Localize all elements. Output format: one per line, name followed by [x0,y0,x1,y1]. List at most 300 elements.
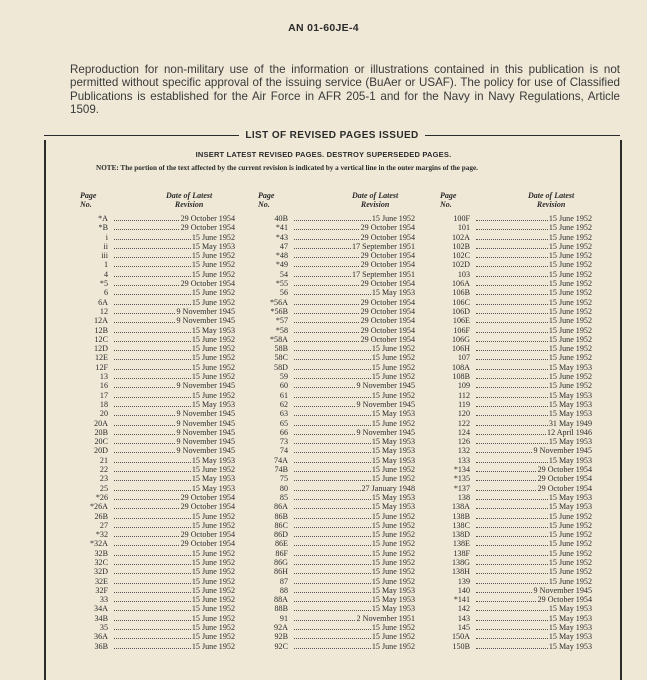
revision-date: 15 June 1952 [371,530,415,540]
revision-row [258,335,415,344]
revision-date: 15 June 1952 [548,381,592,391]
revision-date: 15 June 1952 [548,306,592,316]
page-number: 109 [457,381,470,391]
revision-row [80,595,235,604]
revision-date: 9 November 1945 [176,427,235,437]
page-number: 75 [279,474,288,484]
revision-row [440,484,592,493]
page-number: 54 [279,269,288,279]
revision-date: 15 June 1952 [191,641,235,651]
page-number: 142 [457,604,470,614]
page-number: 36A [94,632,108,642]
revision-row [440,260,592,269]
revision-row [258,446,415,455]
page-number: 106D [452,306,470,316]
revision-date: 15 June 1952 [191,548,235,558]
revision-row [80,326,235,335]
revision-date: 15 May 1953 [548,623,592,633]
revision-row [440,335,592,344]
revision-date: 15 June 1952 [371,344,415,354]
revision-date: 15 June 1952 [371,567,415,577]
revision-date: 15 June 1952 [191,353,235,363]
revision-date: 15 June 1952 [371,214,415,223]
page-number: 92C [274,641,288,651]
revision-row [80,642,235,651]
page-number: *58 [275,325,288,335]
page-number: 140 [457,585,470,595]
revision-row [440,270,592,279]
page-number: 120 [457,409,470,419]
page-number: 12C [94,334,108,344]
revision-row [80,335,235,344]
revision-row [258,242,415,251]
page-number: 32C [94,557,108,567]
page-number: 35 [99,623,108,633]
revision-row [258,326,415,335]
revision-row [258,512,415,521]
page-number: 58C [274,353,288,363]
revision-row [258,316,415,325]
page-number: 91 [279,613,288,623]
revision-date: 15 June 1952 [371,511,415,521]
revision-row [80,623,235,632]
revision-row [440,539,592,548]
revision-date: 15 May 1953 [548,613,592,623]
revision-row [80,512,235,521]
section-title-label: LIST OF REVISED PAGES ISSUED [245,130,419,141]
revision-row [80,521,235,530]
revision-date: 15 June 1952 [191,557,235,567]
page-number: 56 [279,288,288,298]
revision-date: 15 June 1952 [548,557,592,567]
page-number: 23 [99,474,108,484]
revision-date: 15 June 1952 [371,520,415,530]
revision-date: 29 October 1954 [360,279,415,289]
revision-row [258,437,415,446]
page-number: 138G [452,557,470,567]
revision-row [258,223,415,232]
page-number: 65 [279,418,288,428]
page-number: *5 [99,279,108,289]
revision-date: 15 May 1953 [548,409,592,419]
revision-row [80,363,235,372]
page-number: 34B [94,613,108,623]
revision-date: 15 June 1952 [191,585,235,595]
page-number: 102C [452,251,470,261]
revision-row [258,400,415,409]
revision-date: 9 November 1945 [176,316,235,326]
page-number: 87 [279,576,288,586]
revision-date: 29 October 1954 [360,223,415,233]
column-header [80,192,235,214]
page-number: 20 [99,409,108,419]
page-number: 80 [279,483,288,493]
revision-date: 29 October 1954 [537,465,592,475]
revision-date: 9 November 1945 [176,437,235,447]
page-number: 22 [99,465,108,475]
revision-date: 15 May 1953 [371,446,415,456]
page-number: 18 [99,399,108,409]
revision-row [258,530,415,539]
page-number: *56B [270,306,288,316]
revision-date: 15 June 1952 [548,325,592,335]
page-number: 25 [99,483,108,493]
revision-date: 15 June 1952 [371,539,415,549]
revision-date: 15 May 1953 [191,455,235,465]
page-number: 16 [99,381,108,391]
header-date: Date of Latest Revision [352,191,399,209]
revision-row [440,372,592,381]
revision-date: 29 October 1954 [180,539,235,549]
revision-date: 29 October 1954 [360,334,415,344]
page-number: 20B [94,427,108,437]
revision-date: 15 May 1953 [548,632,592,642]
page-number: 86G [274,557,288,567]
revision-date: 15 June 1952 [548,567,592,577]
page-number: 32E [94,576,108,586]
page-number: 88 [279,585,288,595]
revision-row [80,279,235,288]
page-number: 88B [274,604,288,614]
revision-date: 17 September 1951 [352,269,415,279]
revision-row [440,223,592,232]
page-number: 103 [457,269,470,279]
revision-date: 29 October 1954 [180,502,235,512]
revision-row [440,446,592,455]
revision-date: 29 October 1954 [360,232,415,242]
page-number: 107 [457,353,470,363]
revision-date: 15 June 1952 [371,465,415,475]
page-number: 86H [274,567,288,577]
page-number: *135 [453,474,470,484]
revision-date: 15 June 1952 [548,548,592,558]
revision-row [80,242,235,251]
revision-row [440,642,592,651]
revision-row [80,614,235,623]
revision-row [440,391,592,400]
revision-row [440,521,592,530]
revision-date: 15 June 1952 [371,353,415,363]
revision-date: 15 May 1953 [371,409,415,419]
page-number: 4 [103,269,108,279]
revision-date: 15 June 1952 [548,530,592,540]
revision-date: 31 May 1949 [548,418,592,428]
revision-date: 15 May 1953 [548,455,592,465]
page-number: 106E [452,316,470,326]
revision-row [80,233,235,242]
revision-date: 15 June 1952 [548,576,592,586]
revision-date: 15 June 1952 [371,372,415,382]
revision-date: 15 June 1952 [191,632,235,642]
revision-date: 15 May 1953 [548,399,592,409]
revision-row [440,279,592,288]
revision-row [258,298,415,307]
page-number: 86D [274,530,288,540]
page-number: 63 [279,409,288,419]
title-rule-left [44,135,239,136]
page-number: 13 [99,372,108,382]
revision-date: 29 October 1954 [180,279,235,289]
revision-date: 9 November 1945 [176,306,235,316]
revision-date: 29 October 1954 [360,260,415,270]
revision-date: 15 June 1952 [191,613,235,623]
page-number: 40B [274,214,288,223]
revision-row [80,456,235,465]
revision-date: 29 October 1954 [180,530,235,540]
revision-row [80,288,235,297]
revision-date: 29 October 1954 [360,316,415,326]
revision-row [258,632,415,641]
revision-row [440,409,592,418]
page-number: *137 [453,483,470,493]
revision-date: 15 June 1952 [191,604,235,614]
page-number: 73 [279,437,288,447]
revision-date: 9 November 1945 [176,409,235,419]
page-number: *49 [275,260,288,270]
page-number: 138B [452,511,470,521]
revision-row [440,428,592,437]
revision-row [258,549,415,558]
page-number: *58A [270,334,288,344]
revision-row [440,586,592,595]
revision-date: 15 June 1952 [548,344,592,354]
revision-date: 15 June 1952 [371,418,415,428]
revision-row [258,419,415,428]
page-number: 138H [452,567,470,577]
revision-rows [80,214,235,651]
page-number: 92B [274,632,288,642]
revision-row [440,577,592,586]
revision-date: 15 June 1952 [548,223,592,233]
revision-date: 15 June 1952 [548,297,592,307]
revision-row [80,270,235,279]
revision-date: 2 November 1951 [356,613,415,623]
page-number: 122 [457,418,470,428]
revision-date: 29 October 1954 [360,325,415,335]
revision-date: 15 June 1952 [548,214,592,223]
page-number: 102A [452,232,470,242]
page-number: *48 [275,251,288,261]
page-number: 133 [457,455,470,465]
revision-rows [258,214,415,651]
page-number: 12A [94,316,108,326]
revision-row [440,316,592,325]
revision-date: 15 June 1952 [191,567,235,577]
page-number: 86F [275,548,288,558]
revision-row [80,353,235,362]
revision-row [440,419,592,428]
revision-date: 29 October 1954 [180,223,235,233]
page-number: 20A [94,418,108,428]
revision-row [80,558,235,567]
page-number: *B [98,223,108,233]
revision-date: 15 June 1952 [371,632,415,642]
revision-row [80,530,235,539]
page-number: 66 [279,427,288,437]
header-date: Date of Latest Revision [528,191,575,209]
revision-row [258,604,415,613]
revision-row [80,307,235,316]
revision-row [440,242,592,251]
revision-note: NOTE: The portion of the text affected by the current revision is indicated by a vertical line in the outer margins of the page. [96,164,478,172]
revision-row [440,474,592,483]
page-number: 106F [453,325,470,335]
revision-row [440,595,592,604]
revision-date: 15 June 1952 [371,548,415,558]
revision-row [258,502,415,511]
page-number: *26A [90,502,108,512]
revision-row [258,614,415,623]
page-number: 1 [103,260,108,270]
revision-date: 15 June 1952 [371,362,415,372]
revision-row [80,549,235,558]
column-header [258,192,415,214]
page-number: 60 [279,381,288,391]
page-number: *55 [275,279,288,289]
document-id: AN 01-60JE-4 [288,22,359,34]
page-number: 119 [458,399,470,409]
revision-date: 9 November 1945 [533,446,592,456]
revision-date: 29 October 1954 [360,306,415,316]
page-number: 86C [274,520,288,530]
revision-row [80,632,235,641]
revision-row [258,233,415,242]
revision-row [440,465,592,474]
revision-row [440,381,592,390]
revision-row [440,326,592,335]
revision-date: 15 May 1953 [548,641,592,651]
page-number: 17 [99,390,108,400]
revision-row [80,484,235,493]
revision-date: 15 May 1953 [371,585,415,595]
revision-date: 15 May 1953 [371,288,415,298]
page-number: 32D [94,567,108,577]
revision-date: 15 June 1952 [371,390,415,400]
revision-date: 15 June 1952 [191,288,235,298]
page-number: 86E [274,539,288,549]
revision-row [258,577,415,586]
revision-row [258,363,415,372]
page-number: 74A [274,455,288,465]
revision-row [258,539,415,548]
revision-column-1 [80,192,235,651]
revision-row [80,409,235,418]
revision-row [440,493,592,502]
page-number: 6 [103,288,108,298]
revision-row [258,456,415,465]
revision-row [80,428,235,437]
revision-row [80,316,235,325]
revision-row [80,502,235,511]
page-number: *32A [90,539,108,549]
revision-row [258,391,415,400]
revision-date: 15 June 1952 [191,576,235,586]
header-page-no: Page No. [258,191,275,209]
revision-date: 15 May 1953 [191,241,235,251]
header-page-no: Page No. [440,191,457,209]
page-number: 32B [94,548,108,558]
revision-date: 15 May 1953 [191,399,235,409]
revision-date: 15 May 1953 [548,492,592,502]
revision-row [258,558,415,567]
page-number: 33 [99,595,108,605]
page-number: 138D [452,530,470,540]
revision-date: 15 June 1952 [191,269,235,279]
revision-row [440,344,592,353]
page-number: *26 [95,492,108,502]
revision-date: 15 May 1953 [371,455,415,465]
revision-date: 27 January 1948 [361,483,415,493]
page-number: 34A [94,604,108,614]
revision-date: 9 November 1945 [356,427,415,437]
page-number: 106C [452,297,470,307]
revision-row [258,595,415,604]
page-number: 102D [452,260,470,270]
revision-row [258,642,415,651]
revision-date: 15 June 1952 [191,390,235,400]
revision-date: 15 June 1952 [548,251,592,261]
page-number: *41 [275,223,288,233]
page-number: 138F [453,548,470,558]
page-number: 145 [457,623,470,633]
revision-date: 15 June 1952 [548,232,592,242]
revision-row [80,372,235,381]
revision-row [80,391,235,400]
revision-date: 15 June 1952 [371,474,415,484]
page-number: 106H [452,344,470,354]
page-number: 150A [452,632,470,642]
revision-row [258,586,415,595]
page-number: 138E [452,539,470,549]
page-number: *32 [95,530,108,540]
revision-date: 29 October 1954 [537,474,592,484]
revision-date: 9 November 1945 [176,381,235,391]
revision-date: 9 November 1945 [533,585,592,595]
revision-row [440,567,592,576]
revision-date: 15 May 1953 [548,437,592,447]
page-number: 12D [94,344,108,354]
page-number: 126 [457,437,470,447]
revision-date: 17 September 1951 [352,241,415,251]
revision-date: 15 May 1953 [191,474,235,484]
revision-row [258,428,415,437]
revision-date: 15 June 1952 [191,251,235,261]
revision-row [440,512,592,521]
page-number: *141 [453,595,470,605]
page-number: 138A [452,502,470,512]
revision-row [80,474,235,483]
revision-date: 15 June 1952 [371,641,415,651]
page-number: 26B [94,511,108,521]
revision-date: 15 May 1953 [371,595,415,605]
insert-instruction: INSERT LATEST REVISED PAGES. DESTROY SUPERSEDED PAGES. [195,150,452,159]
page-number: *A [98,214,108,223]
revision-row [80,586,235,595]
page-number: iii [101,251,108,261]
page-number: 59 [279,372,288,382]
revision-date: 15 May 1953 [548,604,592,614]
revision-row [80,437,235,446]
revision-date: 15 June 1952 [191,334,235,344]
revision-date: 15 June 1952 [191,372,235,382]
page-number: 106B [452,288,470,298]
revision-date: 15 May 1953 [371,437,415,447]
revision-row [258,251,415,260]
revision-date: 15 June 1952 [371,557,415,567]
revision-row [440,251,592,260]
revision-date: 29 October 1954 [180,492,235,502]
revision-column-3 [440,192,592,651]
